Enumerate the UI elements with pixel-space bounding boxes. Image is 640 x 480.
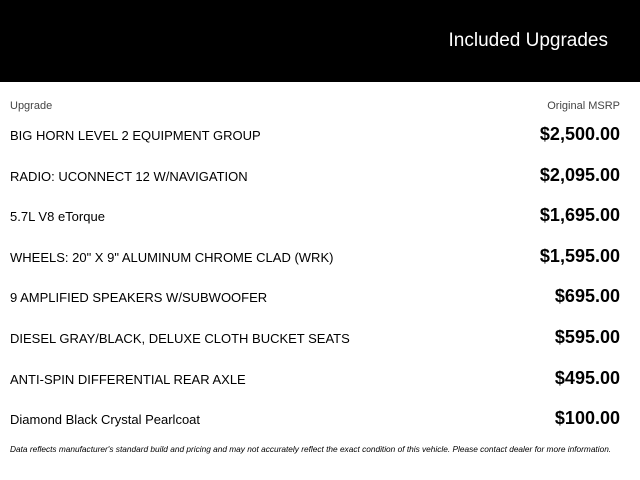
upgrade-name: ANTI-SPIN DIFFERENTIAL REAR AXLE bbox=[10, 371, 246, 387]
upgrade-row bbox=[10, 116, 620, 157]
upgrade-name: DIESEL GRAY/BLACK, DELUXE CLOTH BUCKET SEATS bbox=[10, 330, 350, 346]
page-title: Included Upgrades bbox=[448, 30, 608, 51]
upgrade-price: $695.00 bbox=[554, 286, 620, 307]
upgrade-row bbox=[10, 400, 620, 441]
upgrade-name: WHEELS: 20" X 9" ALUMINUM CHROME CLAD (WRK) bbox=[10, 249, 334, 265]
upgrade-name: BIG HORN LEVEL 2 EQUIPMENT GROUP bbox=[10, 128, 261, 143]
upgrade-price: $1,695.00 bbox=[539, 205, 620, 226]
disclaimer-text: Data reflects manufacturer's standard build and pricing and may not accurately reflect the exact condition of this vehicle. Please contact dealer for more information. bbox=[10, 444, 612, 454]
upgrades-list bbox=[10, 116, 620, 441]
upgrade-name: RADIO: UCONNECT 12 W/NAVIGATION bbox=[10, 168, 248, 184]
upgrade-name: Diamond Black Crystal Pearlcoat bbox=[10, 412, 201, 428]
column-header-upgrade: Upgrade bbox=[10, 100, 53, 112]
upgrade-row bbox=[10, 238, 620, 279]
upgrade-price: $2,500.00 bbox=[539, 124, 620, 144]
page-header bbox=[0, 0, 640, 82]
upgrade-price: $2,095.00 bbox=[539, 164, 620, 185]
upgrade-row bbox=[10, 360, 620, 401]
upgrade-row bbox=[10, 278, 620, 319]
upgrade-price: $595.00 bbox=[554, 326, 620, 347]
upgrade-price: $100.00 bbox=[554, 408, 620, 429]
upgrade-row bbox=[10, 157, 620, 198]
column-header-msrp: Original MSRP bbox=[547, 100, 620, 112]
column-headers bbox=[10, 100, 620, 114]
upgrade-price: $1,595.00 bbox=[539, 245, 620, 266]
upgrade-price: $495.00 bbox=[554, 367, 620, 388]
upgrade-row bbox=[10, 319, 620, 360]
upgrade-name: 5.7L V8 eTorque bbox=[10, 209, 105, 225]
upgrade-name: 9 AMPLIFIED SPEAKERS W/SUBWOOFER bbox=[10, 290, 268, 306]
upgrade-row bbox=[10, 197, 620, 238]
